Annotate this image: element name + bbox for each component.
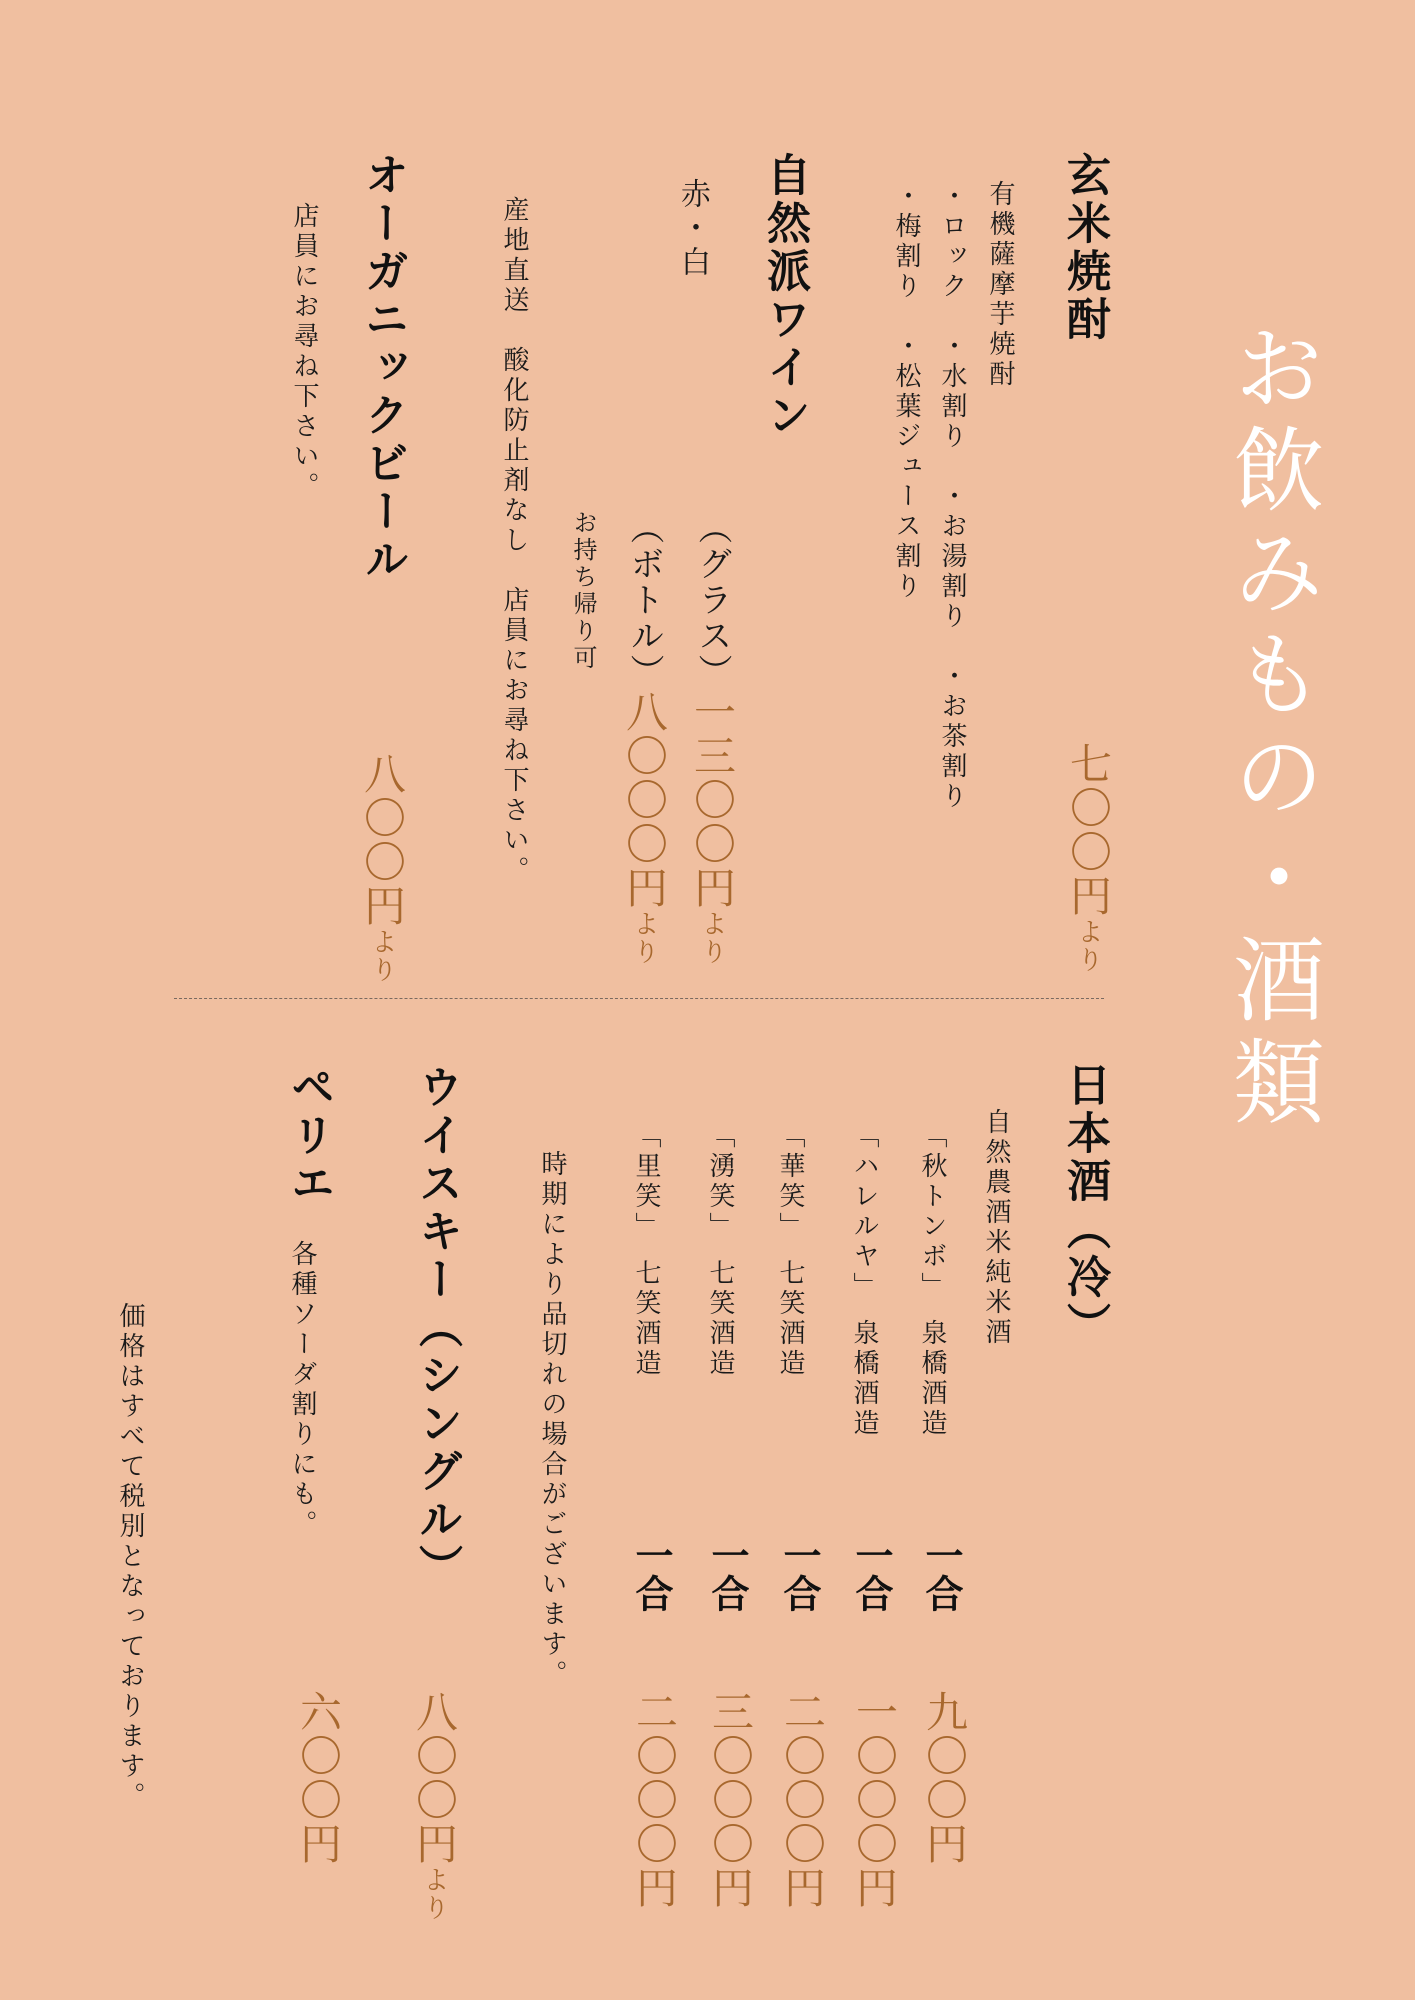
sake-item-4-label: 「湧笑」 七笑酒造 — [705, 1122, 735, 1379]
sake-heading: 日本酒（冷） — [1059, 1062, 1110, 1350]
natural-wine-variety: 赤・白 — [675, 178, 710, 280]
wine-note: 産地直送 酸化防止剤なし 店員にお尋ね下さい。 — [499, 196, 529, 886]
sake-item-4-price: 三〇〇〇円 — [706, 1690, 755, 1910]
sake-item-4-unit: 一合 — [705, 1536, 750, 1612]
sake-item-5-price: 二〇〇〇円 — [630, 1690, 679, 1910]
organic-beer-note: 店員にお尋ね下さい。 — [289, 202, 319, 502]
whisky-price: 八〇〇円より — [410, 1690, 459, 1922]
wine-takeout-note: お持ち帰り可 — [569, 510, 597, 672]
sake-item-5-unit: 一合 — [629, 1536, 674, 1612]
perrier-heading: ペリエ — [283, 1064, 334, 1208]
natural-wine-heading: 自然派ワイン — [759, 152, 810, 440]
sake-item-3-price: 二〇〇〇円 — [778, 1690, 827, 1910]
perrier-note: 各種ソーダ割りにも。 — [287, 1240, 317, 1540]
genmai-shochu-desc: 有機薩摩芋焼酎 — [985, 180, 1015, 390]
section-divider — [174, 998, 1104, 999]
wine-bottle-price: （ボトル）八〇〇〇円より — [620, 510, 669, 966]
wine-glass-price: （グラス）一三〇〇円より — [688, 510, 737, 966]
genmai-shochu-styles-2: ・梅割り ・松葉ジュース割り — [891, 182, 921, 602]
sake-item-5-label: 「里笑」 七笑酒造 — [631, 1122, 661, 1379]
genmai-shochu-heading: 玄米焼酎 — [1059, 152, 1110, 344]
page-title: お飲みもの・酒類 — [1218, 320, 1325, 1136]
sake-item-2-price: 一〇〇〇円 — [850, 1690, 899, 1910]
genmai-shochu-styles-1: ・ロック ・水割り ・お湯割り ・お茶割り — [937, 182, 967, 812]
sake-item-1-unit: 一合 — [919, 1536, 964, 1612]
sake-item-3-label: 「華笑」 七笑酒造 — [775, 1122, 805, 1379]
perrier-price: 六〇〇円 — [294, 1690, 343, 1866]
sake-desc: 自然農酒米純米酒 — [981, 1108, 1011, 1348]
whisky-heading: ウイスキー（シングル） — [411, 1064, 462, 1592]
organic-beer-heading: オーガニックビール — [357, 152, 408, 584]
sake-item-2-label: 「ハレルヤ」 泉橋酒造 — [849, 1122, 879, 1439]
genmai-shochu-price: 七〇〇円より — [1064, 742, 1113, 974]
sake-item-1-price: 九〇〇円 — [920, 1690, 969, 1866]
sake-note: 時期により品切れの場合がございます。 — [537, 1150, 567, 1690]
sake-item-3-unit: 一合 — [777, 1536, 822, 1612]
sake-item-1-label: 「秋トンボ」 泉橋酒造 — [917, 1122, 947, 1439]
organic-beer-price: 八〇〇円より — [358, 752, 407, 984]
sake-item-2-unit: 一合 — [849, 1536, 894, 1612]
tax-note: 価格はすべて税別となっております。 — [115, 1302, 145, 1812]
